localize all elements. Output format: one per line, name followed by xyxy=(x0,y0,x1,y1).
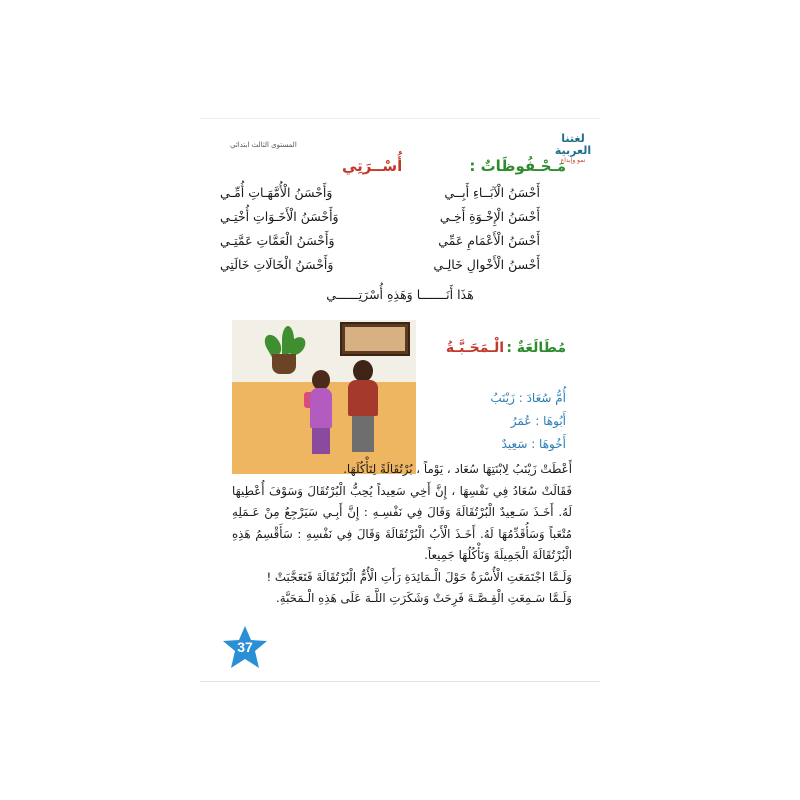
girl-figure-legs xyxy=(312,428,330,454)
poem-line-right: أَحْسَنُ الْآبَــاءِ أَبِــي xyxy=(444,185,540,200)
poem-line-left: وَأَحْسَنُ الْخَالَاتِ خَالَتِي xyxy=(220,257,334,272)
page-number: 37 xyxy=(237,639,253,655)
story-text xyxy=(232,459,572,610)
family-illustration xyxy=(232,320,416,474)
poem-line-right: أَحْسَنُ الْأَعْمَامِ عَمِّي xyxy=(438,233,540,248)
poem-line-left: وَأَحْسَنُ الْأَخَـوَاتِ أُخْتِـي xyxy=(220,209,339,224)
character-mother: أُمُّ سُعَادَ : زَيْنَبُ xyxy=(490,391,566,405)
story-paragraph: فَقَالَتْ سُعَادُ فِي نَفْسِهَا ، إِنَّ أَخِي سَعِيداً يُحِبُّ الْبُرْتُقَالَ وَسَوْفَ أُعْطِيهَا لَهُ. أَخَـذَ سَـعِيدٌ الْبُرْتُقَالَةَ وَقَالَ فِي نَفْسِـهِ : إِنَّ أَبِـي سَيَرْجِعُ مِنْ عَـمَلِهِ مُتْعَباً وَسَأُقَدِّمُهَا لَهُ. أَخَـذَ الْأَبُ الْبُرْتُقَالَةَ وَقَالَ فِي نَفْسِهِ : سَأَقْسِمُ هَذِهِ الْبُرْتُقَالَةَ الْجَمِيلَةَ وَنَأْكُلُهَا جَمِيعاً. xyxy=(232,483,572,562)
book-page xyxy=(200,118,600,682)
boy-figure-head xyxy=(353,360,373,382)
character-list xyxy=(416,391,566,460)
poem xyxy=(200,185,600,281)
poem-line-right: أَحْسنُ الْأَخْوالِ خَالِـي xyxy=(433,257,540,272)
poem-line xyxy=(200,233,600,257)
character-father: أَبُوهَا : عُمَرُ xyxy=(510,414,566,428)
story-paragraph: أَعْطَتْ زَيْنَبُ لِابْنَتِهَا سُعَاد ، يَوْماً ، بُرْتُقَالَةً لِتَأْكُلَهَا. xyxy=(343,462,572,476)
poem-line-left: وَأَحْسَنُ الْأُمَّهَـاتِ أُمِّـي xyxy=(220,185,333,200)
poem-line xyxy=(200,209,600,233)
logo-main-text: لغتنا العربية xyxy=(554,132,592,157)
page-number-badge xyxy=(222,625,268,671)
story-title: الْـمَحَـبَّـةُ xyxy=(445,340,504,356)
poem-line xyxy=(200,185,600,209)
story-paragraph: وَلَـمَّا اجْتَمَعَتِ الْأُسْرَةُ حَوْلَ الْـمَائِدَةِ رَأَتِ الْأُمُّ الْبُرْتُقَالَةَ فَتَعَجَّبَتْ ! xyxy=(266,569,572,584)
boy-figure xyxy=(348,380,378,416)
poem-line-right: أَحْسَنُ الْإِخْـوَةِ أَخِـي xyxy=(439,209,540,224)
plant-pot xyxy=(272,354,296,374)
poem-line xyxy=(200,257,600,281)
mutalaa-heading: مُطَالَعَةٌ : xyxy=(506,340,566,356)
girl-figure xyxy=(310,388,332,428)
poem-title: أُسْــرَتِي xyxy=(342,157,403,175)
poem-closing-line: هَذَا أَنَـــــــا وَهَذِهِ أُسْرَتِــــــي xyxy=(326,287,474,302)
wall-picture xyxy=(340,322,410,356)
story-paragraph: وَلَـمَّا سَـمِعَتِ الْقِـصَّـةَ فَرِحَتْ وَشَكَرَتِ اللَّـهَ عَلَى هَذِهِ الْـمَحَبَّةِ. xyxy=(276,591,572,605)
logo-sub-text: نمو وإبداع xyxy=(560,157,586,164)
poem-line-left: وَأَحْسَنُ الْعَمَّاتِ عَمَّتِـي xyxy=(220,233,335,248)
girl-figure-head xyxy=(312,370,330,390)
mahfuthat-heading: مَـحْـفُوظَاتٌ : xyxy=(469,157,566,175)
boy-figure-legs xyxy=(352,416,374,452)
character-brother: أَخُوهَا : سَعِيدٌ xyxy=(501,437,566,451)
level-label: المستوى الثالث ابتدائي xyxy=(230,141,297,149)
